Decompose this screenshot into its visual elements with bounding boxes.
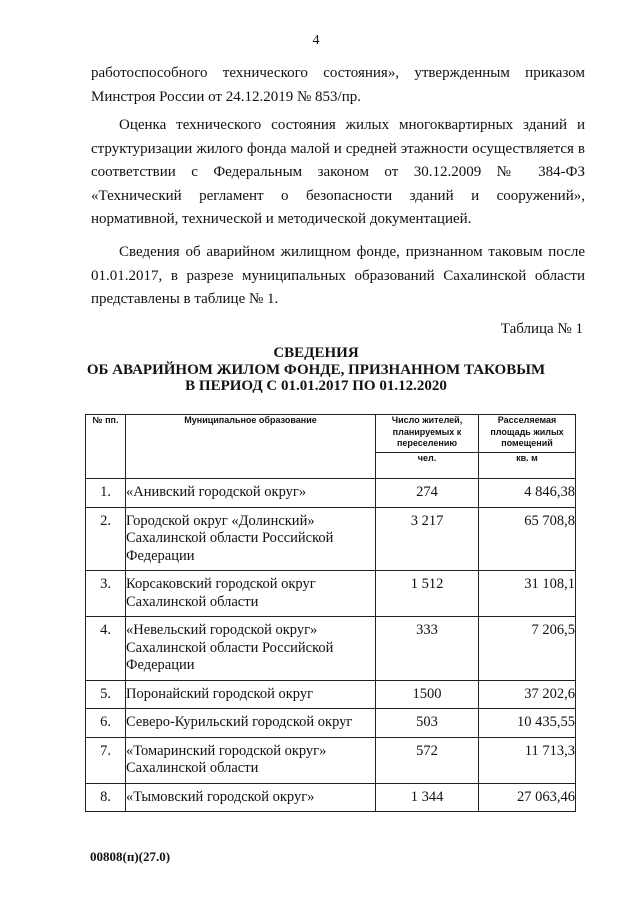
table-row xyxy=(86,617,576,681)
row-residents: 503 xyxy=(376,709,479,738)
row-residents: 1 512 xyxy=(376,571,479,617)
table-row xyxy=(86,737,576,783)
row-area: 10 435,55 xyxy=(479,709,576,738)
row-num: 5. xyxy=(86,680,126,709)
header-area: Расселяемая площадь жилых помещений xyxy=(479,415,576,453)
table-header-row xyxy=(86,415,576,453)
row-area: 11 713,3 xyxy=(479,737,576,783)
header-num: № пп. xyxy=(86,415,126,479)
row-area: 7 206,5 xyxy=(479,617,576,681)
housing-table xyxy=(85,414,576,812)
row-municipality: «Невельский городской округ» Сахалинской области Российской Федерации xyxy=(126,617,376,681)
row-area: 65 708,8 xyxy=(479,507,576,571)
row-municipality: Корсаковский городской округ Сахалинской области xyxy=(126,571,376,617)
table-row xyxy=(86,680,576,709)
table-title xyxy=(0,345,632,395)
row-num: 4. xyxy=(86,617,126,681)
row-municipality: «Тымовский городской округ» xyxy=(126,783,376,812)
row-area: 37 202,6 xyxy=(479,680,576,709)
row-area: 31 108,1 xyxy=(479,571,576,617)
row-num: 6. xyxy=(86,709,126,738)
table-row xyxy=(86,783,576,812)
page-number: 4 xyxy=(312,33,320,48)
row-municipality: Северо-Курильский городской округ xyxy=(126,709,376,738)
row-num: 8. xyxy=(86,783,126,812)
title-line-2: ОБ АВАРИЙНОМ ЖИЛОМ ФОНДЕ, ПРИЗНАННОМ ТАКОВЫМ xyxy=(86,361,546,378)
row-area: 27 063,46 xyxy=(479,783,576,812)
row-residents: 3 217 xyxy=(376,507,479,571)
row-num: 7. xyxy=(86,737,126,783)
row-residents: 274 xyxy=(376,479,479,508)
row-residents: 1 344 xyxy=(376,783,479,812)
table-row xyxy=(86,479,576,508)
table-row xyxy=(86,507,576,571)
row-residents: 572 xyxy=(376,737,479,783)
row-residents: 333 xyxy=(376,617,479,681)
paragraph-2: Оценка технического состояния жилых многоквартирных зданий и структуризации жилого фонда малой и средней этажности осуществляется в соответствии с Федеральным законом от 30.12.2009 № 384-ФЗ «Технический регламент о безопасности зданий и сооружений», нормативной, технической и методической документацией. xyxy=(91,117,585,227)
row-municipality: «Анивский городской округ» xyxy=(126,479,376,508)
table-row xyxy=(86,571,576,617)
row-municipality: «Томаринский городской округ» Сахалинской области xyxy=(126,737,376,783)
table-row xyxy=(86,709,576,738)
header-area-unit: кв. м xyxy=(479,453,576,479)
row-num: 2. xyxy=(86,507,126,571)
row-municipality: Городской округ «Долинский» Сахалинской области Российской Федерации xyxy=(126,507,376,571)
header-residents: Число жителей, планируемых к переселению xyxy=(376,415,479,453)
title-line-1: СВЕДЕНИЯ xyxy=(273,345,359,361)
paragraph-1: работоспособного технического состояния», утвержденным приказом Минстроя России от 24.12.2019 № 853/пр. xyxy=(91,65,585,105)
header-residents-unit: чел. xyxy=(376,453,479,479)
header-municipality: Муниципальное образование xyxy=(126,415,376,479)
document-code: 00808(п)(27.0) xyxy=(90,849,171,864)
row-num: 3. xyxy=(86,571,126,617)
row-area: 4 846,38 xyxy=(479,479,576,508)
table-label: Таблица № 1 xyxy=(500,321,583,337)
paragraph-3: Сведения об аварийном жилищном фонде, признанном таковым после 01.01.2017, в разрезе муниципальных образований Сахалинской области представлены в таблице № 1. xyxy=(91,244,585,307)
row-residents: 1500 xyxy=(376,680,479,709)
row-municipality: Поронайский городской округ xyxy=(126,680,376,709)
row-num: 1. xyxy=(86,479,126,508)
title-line-3: В ПЕРИОД С 01.01.2017 ПО 01.12.2020 xyxy=(185,378,447,394)
